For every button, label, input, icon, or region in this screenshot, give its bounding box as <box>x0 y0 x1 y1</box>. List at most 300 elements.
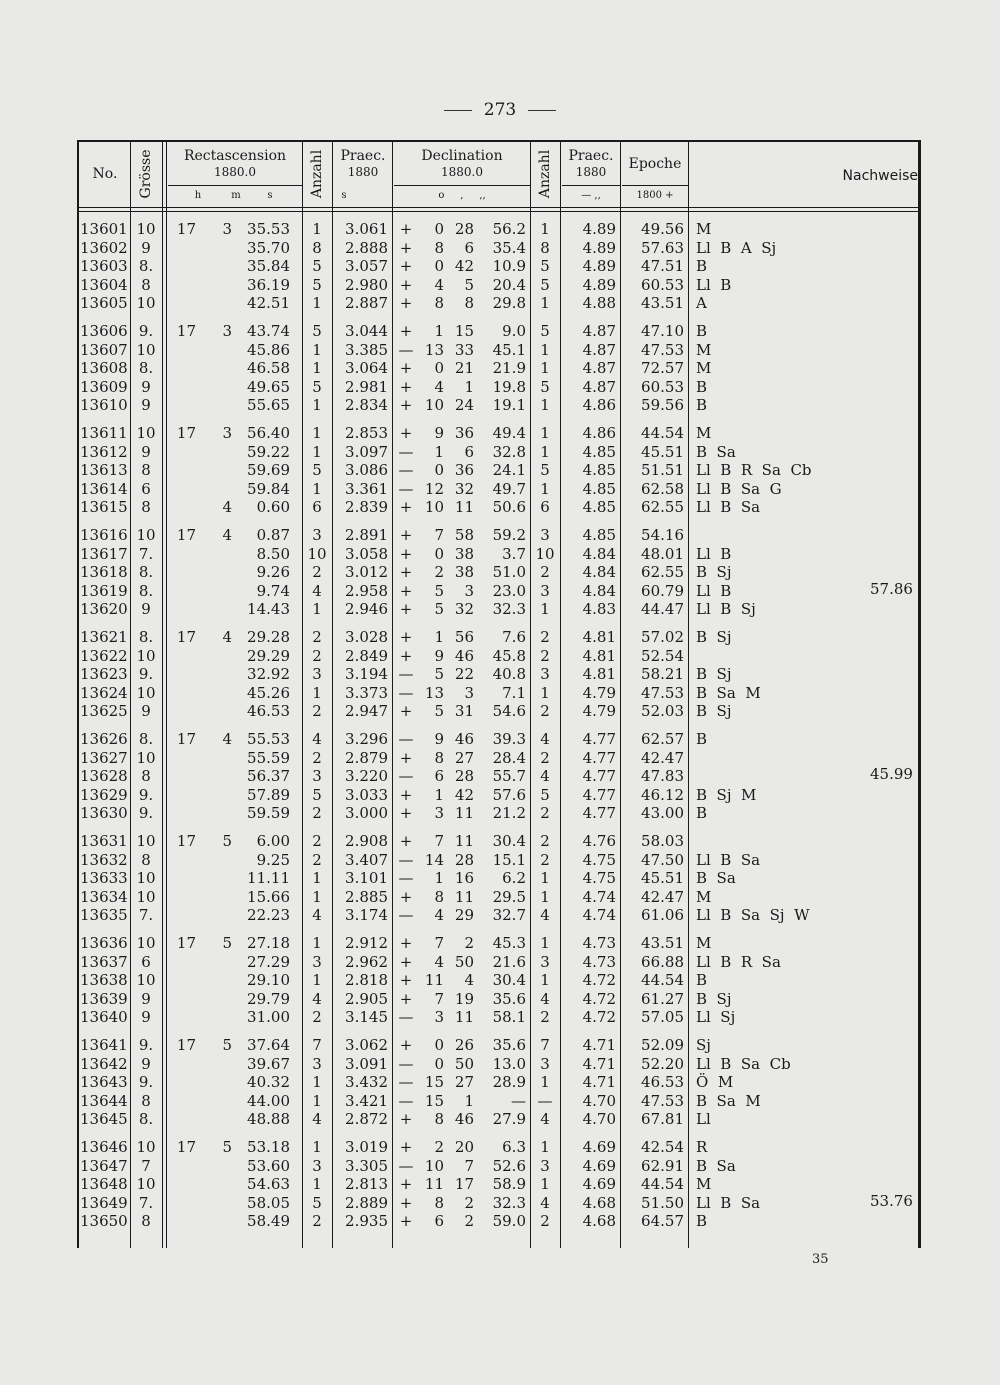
cell-anzahl-2: — <box>537 1091 553 1110</box>
cell-anzahl: 5 <box>312 322 322 340</box>
cell-ra-s: 45.26 <box>247 683 290 702</box>
cell-epoche: 51.50 <box>641 1193 684 1212</box>
cell-dec-sec: — <box>511 1091 526 1110</box>
cell-anzahl-2: 1 <box>540 971 550 990</box>
cell-epoche: 60.79 <box>641 581 684 600</box>
cell-praec: 3.058 <box>345 544 388 563</box>
cell-dec-sign: + <box>399 526 413 544</box>
cell-ra-s: 45.86 <box>247 340 290 359</box>
header-m: m <box>231 190 241 201</box>
cell-anzahl-2: 1 <box>540 1073 550 1092</box>
cell-no: 13613 <box>80 461 128 480</box>
cell-dec-deg: 8 <box>434 887 444 906</box>
cell-epoche: 62.55 <box>641 498 684 517</box>
cell-ra-s: 37.64 <box>247 1036 290 1054</box>
cell-praec-2: 4.87 <box>582 359 616 378</box>
cell-dec-sec: 35.6 <box>492 989 526 1008</box>
cell-dec-sec: 30.4 <box>492 832 526 850</box>
cell-praec: 3.296 <box>345 730 388 748</box>
cell-anzahl: 5 <box>312 1193 322 1212</box>
cell-praec: 2.889 <box>345 1193 388 1212</box>
cell-anzahl: 5 <box>312 785 322 804</box>
cell-epoche: 44.54 <box>641 1175 684 1194</box>
cell-dec-min: 21 <box>454 359 474 378</box>
cell-anzahl-2: 2 <box>540 1212 550 1231</box>
cell-praec-2: 4.89 <box>582 220 616 238</box>
cell-praec: 2.980 <box>345 275 388 294</box>
cell-epoche: 47.50 <box>641 850 684 869</box>
cell-dec-deg: 3 <box>434 804 444 823</box>
cell-no: 13610 <box>80 396 128 415</box>
cell-praec: 3.194 <box>345 665 388 684</box>
cell-dec-min: 38 <box>454 544 474 563</box>
cell-dec-min: 19 <box>454 989 474 1008</box>
cell-anzahl: 2 <box>312 1008 322 1027</box>
cell-anzahl-2: 2 <box>540 832 550 850</box>
cell-no: 13632 <box>80 850 128 869</box>
cell-nachweise: Ll B Sa Cb <box>696 1054 791 1073</box>
cell-dec-sign: — <box>398 1156 414 1175</box>
cell-dec-deg: 15 <box>424 1073 444 1092</box>
cell-epoche: 62.91 <box>641 1156 684 1175</box>
cell-dec-min: 26 <box>454 1036 474 1054</box>
cell-dec-deg: 7 <box>434 526 444 544</box>
cell-epoche: 47.53 <box>641 340 684 359</box>
cell-ra-s: 43.74 <box>247 322 290 340</box>
cell-praec-2: 4.81 <box>582 646 616 665</box>
header-praec-2: Praec. <box>568 148 614 164</box>
cell-ra-s: 8.50 <box>256 544 290 563</box>
cell-praec: 3.097 <box>345 442 388 461</box>
cell-ra-s: 35.53 <box>247 220 290 238</box>
cell-groesse: 7. <box>138 544 154 563</box>
cell-groesse: 9 <box>141 1054 151 1073</box>
cell-dec-sec: 27.9 <box>492 1110 526 1129</box>
cell-epoche: 43.00 <box>641 804 684 823</box>
cell-groesse: 6 <box>141 479 151 498</box>
cell-no: 13631 <box>80 832 128 850</box>
cell-groesse: 8. <box>138 628 154 646</box>
page-number-bottom: 35 <box>812 1252 829 1267</box>
cell-ra-s: 59.84 <box>247 479 290 498</box>
col-rule <box>162 140 163 1248</box>
cell-epoche: 44.47 <box>641 600 684 619</box>
cell-anzahl-2: 4 <box>540 906 550 925</box>
cell-ra-s: 9.25 <box>256 850 290 869</box>
cell-anzahl-2: 5 <box>540 322 550 340</box>
cell-anzahl: 1 <box>312 887 322 906</box>
cell-praec: 2.853 <box>345 424 388 442</box>
cell-epoche: 66.88 <box>641 952 684 971</box>
cell-dec-deg: 0 <box>434 359 444 378</box>
cell-dec-sign: + <box>399 989 413 1008</box>
col-rule <box>392 140 393 1248</box>
cell-dec-sign: + <box>399 971 413 990</box>
cell-ra-m: 4 <box>222 526 232 544</box>
cell-praec-2: 4.85 <box>582 498 616 517</box>
cell-ra-h: 17 <box>176 832 196 850</box>
cell-anzahl: 1 <box>312 869 322 888</box>
cell-ra-s: 27.29 <box>247 952 290 971</box>
cell-dec-sec: 32.8 <box>492 442 526 461</box>
col-rule <box>560 140 561 1248</box>
cell-nachweise: M <box>696 340 712 359</box>
cell-praec: 3.421 <box>345 1091 388 1110</box>
cell-anzahl: 1 <box>312 600 322 619</box>
cell-dec-deg: 9 <box>434 730 444 748</box>
cell-praec: 2.958 <box>345 581 388 600</box>
cell-dec-min: 58 <box>454 526 474 544</box>
cell-dec-sec: 3.7 <box>502 544 526 563</box>
cell-no: 13646 <box>80 1138 128 1156</box>
cell-ra-s: 58.49 <box>247 1212 290 1231</box>
cell-dec-sign: + <box>399 628 413 646</box>
cell-praec: 3.019 <box>345 1138 388 1156</box>
cell-dec-sign: — <box>398 767 414 786</box>
cell-no: 13630 <box>80 804 128 823</box>
cell-ra-s: 53.60 <box>247 1156 290 1175</box>
cell-anzahl: 1 <box>312 1073 322 1092</box>
cell-dec-min: 1 <box>464 377 474 396</box>
cell-nachweise: B <box>696 1212 708 1231</box>
cell-dec-sec: 28.4 <box>492 748 526 767</box>
cell-anzahl: 2 <box>312 748 322 767</box>
cell-nachweise: B <box>696 322 708 340</box>
cell-groesse: 10 <box>136 220 156 238</box>
cell-ra-m: 4 <box>222 628 232 646</box>
cell-dec-deg: 5 <box>434 581 444 600</box>
cell-dec-sign: — <box>398 665 414 684</box>
cell-anzahl-2: 8 <box>540 238 550 257</box>
cell-groesse: 9 <box>141 396 151 415</box>
cell-anzahl-2: 2 <box>540 646 550 665</box>
cell-groesse: 8 <box>141 1091 151 1110</box>
subheader-rule <box>562 185 620 186</box>
cell-dec-deg: 7 <box>434 934 444 952</box>
cell-ra-s: 44.00 <box>247 1091 290 1110</box>
cell-nachweise: Ll B Sa G <box>696 479 782 498</box>
cell-praec: 3.101 <box>345 869 388 888</box>
cell-dec-deg: 10 <box>424 1156 444 1175</box>
cell-nachweise: Ll Sj <box>696 1008 736 1027</box>
cell-praec: 3.064 <box>345 359 388 378</box>
cell-anzahl-2: 4 <box>540 1110 550 1129</box>
cell-praec-2: 4.69 <box>582 1156 616 1175</box>
col-rule <box>688 140 689 1248</box>
cell-groesse: 9 <box>141 702 151 721</box>
cell-praec-2: 4.75 <box>582 869 616 888</box>
cell-anzahl: 1 <box>312 220 322 238</box>
cell-anzahl: 2 <box>312 628 322 646</box>
cell-no: 13622 <box>80 646 128 665</box>
cell-anzahl-2: 3 <box>540 1054 550 1073</box>
cell-praec-2: 4.72 <box>582 971 616 990</box>
cell-dec-deg: 2 <box>434 563 444 582</box>
cell-praec-2: 4.77 <box>582 804 616 823</box>
cell-dec-sign: + <box>399 804 413 823</box>
cell-groesse: 10 <box>136 832 156 850</box>
header-groesse: Grösse <box>138 149 154 199</box>
cell-dec-min: 11 <box>454 887 474 906</box>
cell-dec-deg: 4 <box>434 952 444 971</box>
cell-praec: 3.407 <box>345 850 388 869</box>
cell-no: 13618 <box>80 563 128 582</box>
header-epoche: Epoche <box>628 156 682 172</box>
cell-praec: 2.887 <box>345 294 388 313</box>
cell-ra-m: 4 <box>222 498 232 517</box>
cell-groesse: 10 <box>136 934 156 952</box>
cell-dec-sec: 45.3 <box>492 934 526 952</box>
cell-dec-sign: + <box>399 396 413 415</box>
cell-praec-2: 4.85 <box>582 442 616 461</box>
cell-no: 13619 <box>80 581 128 600</box>
cell-ra-s: 0.87 <box>256 526 290 544</box>
cell-ra-s: 54.63 <box>247 1175 290 1194</box>
cell-dec-sec: 55.7 <box>492 767 526 786</box>
cell-dec-min: 33 <box>454 340 474 359</box>
cell-anzahl-2: 7 <box>540 1036 550 1054</box>
cell-nachweise: B Sa <box>696 442 736 461</box>
cell-dec-deg: 13 <box>424 683 444 702</box>
cell-no: 13617 <box>80 544 128 563</box>
cell-nachweise: Ll B Sa <box>696 1193 761 1212</box>
table-border-left <box>77 140 79 1248</box>
cell-epoche: 61.06 <box>641 906 684 925</box>
cell-ra-s: 9.74 <box>256 581 290 600</box>
table-border-right <box>918 140 921 1248</box>
cell-praec: 2.818 <box>345 971 388 990</box>
cell-nachweise: M <box>696 887 712 906</box>
cell-dec-deg: 12 <box>424 479 444 498</box>
page-number-top: 273 <box>0 100 1000 120</box>
cell-nachweise: Ll B Sa Sj W <box>696 906 810 925</box>
cell-ra-s: 59.69 <box>247 461 290 480</box>
cell-no: 13624 <box>80 683 128 702</box>
cell-anzahl-2: 2 <box>540 628 550 646</box>
cell-dec-sign: + <box>399 359 413 378</box>
cell-anzahl: 2 <box>312 646 322 665</box>
cell-groesse: 8 <box>141 461 151 480</box>
cell-epoche: 51.51 <box>641 461 684 480</box>
cell-praec: 3.373 <box>345 683 388 702</box>
cell-no: 13643 <box>80 1073 128 1092</box>
cell-praec-2: 4.68 <box>582 1212 616 1231</box>
cell-dec-min: 1 <box>464 1091 474 1110</box>
cell-epoche: 46.53 <box>641 1073 684 1092</box>
cell-praec-2: 4.87 <box>582 340 616 359</box>
cell-anzahl: 3 <box>312 767 322 786</box>
cell-dec-sign: — <box>398 1054 414 1073</box>
cell-epoche: 57.02 <box>641 628 684 646</box>
cell-dec-deg: 1 <box>434 322 444 340</box>
cell-dec-sec: 45.1 <box>492 340 526 359</box>
cell-anzahl: 3 <box>312 1156 322 1175</box>
header-rect-epoch: 1880.0 <box>214 165 256 179</box>
cell-praec: 3.305 <box>345 1156 388 1175</box>
cell-groesse: 10 <box>136 869 156 888</box>
cell-groesse: 7 <box>141 1156 151 1175</box>
cell-epoche: 47.51 <box>641 257 684 276</box>
cell-ra-s: 29.28 <box>247 628 290 646</box>
cell-anzahl: 1 <box>312 294 322 313</box>
cell-praec-2: 4.77 <box>582 785 616 804</box>
cell-praec: 3.385 <box>345 340 388 359</box>
cell-ra-m: 3 <box>222 424 232 442</box>
cell-anzahl: 8 <box>312 238 322 257</box>
cell-anzahl-2: 5 <box>540 785 550 804</box>
cell-ra-s: 29.29 <box>247 646 290 665</box>
cell-dec-deg: 8 <box>434 1193 444 1212</box>
cell-no: 13605 <box>80 294 128 313</box>
cell-praec-2: 4.71 <box>582 1054 616 1073</box>
cell-praec-2: 4.75 <box>582 850 616 869</box>
cell-dec-min: 7 <box>464 1156 474 1175</box>
cell-anzahl: 1 <box>312 424 322 442</box>
cell-praec-2: 4.79 <box>582 683 616 702</box>
header-rule <box>77 207 921 208</box>
cell-epoche: 43.51 <box>641 294 684 313</box>
cell-groesse: 8. <box>138 359 154 378</box>
cell-ra-s: 56.37 <box>247 767 290 786</box>
cell-praec-2: 4.68 <box>582 1193 616 1212</box>
cell-dec-sign: + <box>399 377 413 396</box>
cell-praec: 3.220 <box>345 767 388 786</box>
cell-dec-min: 5 <box>464 275 474 294</box>
cell-dec-sign: + <box>399 1175 413 1194</box>
cell-praec-2: 4.77 <box>582 730 616 748</box>
cell-ra-s: 29.10 <box>247 971 290 990</box>
cell-dec-min: 11 <box>454 804 474 823</box>
cell-praec: 2.885 <box>345 887 388 906</box>
cell-dec-sign: + <box>399 563 413 582</box>
cell-dec-deg: 13 <box>424 340 444 359</box>
header-nachweise: Nachweise <box>842 168 918 184</box>
cell-no: 13609 <box>80 377 128 396</box>
cell-dec-sign: + <box>399 322 413 340</box>
cell-no: 13604 <box>80 275 128 294</box>
cell-praec: 2.947 <box>345 702 388 721</box>
cell-no: 13623 <box>80 665 128 684</box>
cell-dec-sign: — <box>398 442 414 461</box>
cell-dec-deg: 5 <box>434 702 444 721</box>
cell-anzahl: 3 <box>312 665 322 684</box>
cell-ra-h: 17 <box>176 526 196 544</box>
cell-praec-2: 4.79 <box>582 702 616 721</box>
cell-epoche: 58.03 <box>641 832 684 850</box>
cell-groesse: 9 <box>141 989 151 1008</box>
cell-dec-min: 11 <box>454 1008 474 1027</box>
cell-dec-min: 50 <box>454 1054 474 1073</box>
cell-anzahl: 1 <box>312 359 322 378</box>
cell-dec-sec: 56.2 <box>492 220 526 238</box>
cell-ra-s: 49.65 <box>247 377 290 396</box>
cell-praec: 3.028 <box>345 628 388 646</box>
header-no: No. <box>92 166 118 182</box>
cell-no: 13633 <box>80 869 128 888</box>
cell-no: 13641 <box>80 1036 128 1054</box>
header-epoche-sub: 1800 + <box>636 190 674 201</box>
cell-praec-2: 4.89 <box>582 257 616 276</box>
cell-dec-min: 46 <box>454 730 474 748</box>
cell-nachweise: B Sj <box>696 628 732 646</box>
cell-praec-2: 4.89 <box>582 275 616 294</box>
cell-no: 13627 <box>80 748 128 767</box>
cell-dec-min: 38 <box>454 563 474 582</box>
cell-ra-h: 17 <box>176 1138 196 1156</box>
cell-nachweise: A <box>696 294 707 313</box>
cell-dec-sec: 6.3 <box>502 1138 526 1156</box>
cell-dec-sec: 54.6 <box>492 702 526 721</box>
cell-praec-2: 4.86 <box>582 396 616 415</box>
cell-praec: 3.062 <box>345 1036 388 1054</box>
cell-dec-sign: + <box>399 238 413 257</box>
cell-dec-sign: — <box>398 1091 414 1110</box>
cell-dec-deg: 10 <box>424 498 444 517</box>
cell-dec-min: 27 <box>454 748 474 767</box>
cell-nachweise: B <box>696 730 708 748</box>
cell-anzahl-2: 5 <box>540 377 550 396</box>
cell-dec-min: 46 <box>454 646 474 665</box>
cell-praec: 2.946 <box>345 600 388 619</box>
cell-ra-h: 17 <box>176 424 196 442</box>
cell-praec-2: 4.86 <box>582 424 616 442</box>
cell-dec-deg: 3 <box>434 1008 444 1027</box>
cell-nachweise: B <box>696 804 708 823</box>
cell-dec-deg: 9 <box>434 646 444 665</box>
cell-epoche: 52.54 <box>641 646 684 665</box>
cell-praec-2: 4.85 <box>582 461 616 480</box>
cell-dec-deg: 14 <box>424 850 444 869</box>
cell-praec-2: 4.84 <box>582 563 616 582</box>
cell-praec-2: 4.71 <box>582 1036 616 1054</box>
header-s: s <box>267 190 273 201</box>
col-rule <box>620 140 621 1248</box>
cell-ra-s: 11.11 <box>247 869 290 888</box>
cell-ra-m: 5 <box>222 1036 232 1054</box>
cell-dec-sign: + <box>399 646 413 665</box>
cell-dec-sec: 29.5 <box>492 887 526 906</box>
cell-praec: 2.912 <box>345 934 388 952</box>
cell-dec-sec: 21.6 <box>492 952 526 971</box>
cell-groesse: 10 <box>136 646 156 665</box>
cell-no: 13601 <box>80 220 128 238</box>
cell-anzahl-2: 1 <box>540 442 550 461</box>
cell-praec: 2.981 <box>345 377 388 396</box>
cell-dec-sec: 49.4 <box>492 424 526 442</box>
cell-anzahl-2: 2 <box>540 748 550 767</box>
cell-praec: 3.091 <box>345 1054 388 1073</box>
cell-anzahl-2: 1 <box>540 600 550 619</box>
cell-epoche: 52.09 <box>641 1036 684 1054</box>
cell-groesse: 10 <box>136 294 156 313</box>
cell-dec-sec: 6.2 <box>502 869 526 888</box>
col-rule <box>130 140 131 1248</box>
cell-epoche: 44.54 <box>641 424 684 442</box>
cell-ra-s: 55.53 <box>247 730 290 748</box>
cell-anzahl-2: 2 <box>540 1008 550 1027</box>
cell-praec-2: 4.88 <box>582 294 616 313</box>
cell-dec-deg: 8 <box>434 748 444 767</box>
cell-praec-2: 4.72 <box>582 989 616 1008</box>
col-rule <box>332 140 333 1248</box>
cell-dec-min: 32 <box>454 600 474 619</box>
cell-dec-sign: + <box>399 424 413 442</box>
cell-ra-m: 5 <box>222 934 232 952</box>
cell-praec-2: 4.84 <box>582 544 616 563</box>
cell-dec-min: 2 <box>464 1212 474 1231</box>
cell-ra-s: 59.59 <box>247 804 290 823</box>
cell-dec-sec: 52.6 <box>492 1156 526 1175</box>
